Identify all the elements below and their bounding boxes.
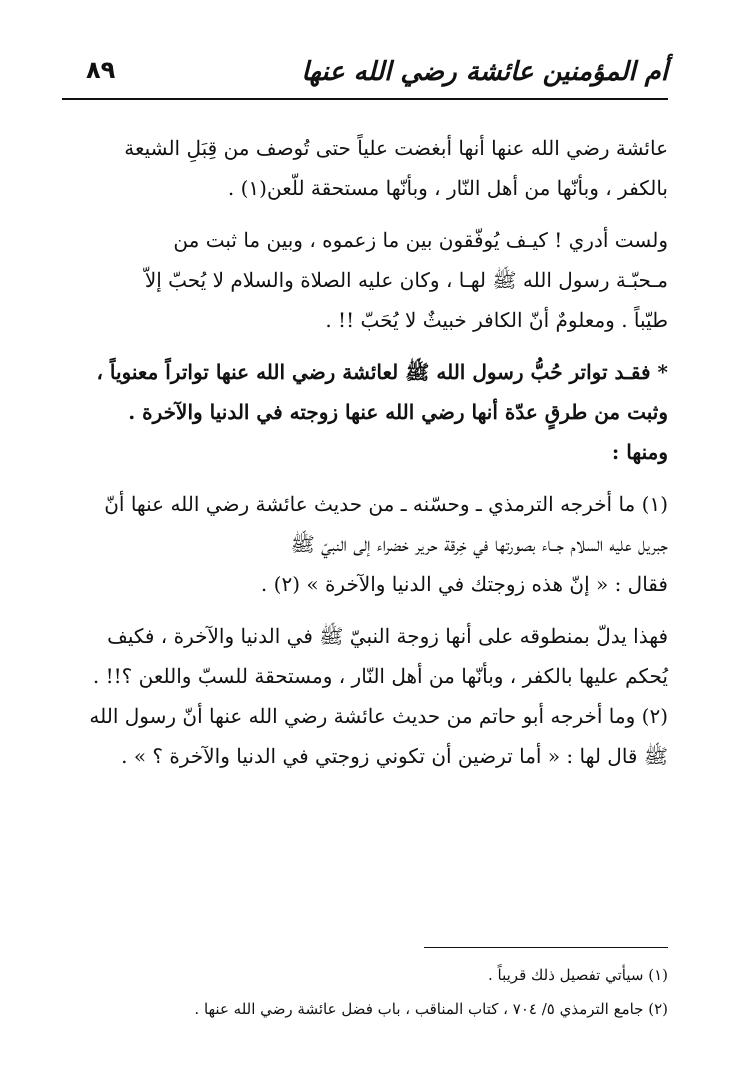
page-header bbox=[62, 48, 668, 96]
body-line: طيّباً . ومعلومٌ أنّ الكافر خبيثٌ لا يُحَبّ !! . bbox=[325, 308, 668, 332]
header-divider bbox=[62, 98, 668, 100]
body-line: ولست أدري ! كيـف يُوفّقون بين ما زعموه ، وبين ما ثبت من bbox=[173, 228, 668, 252]
footnote-divider bbox=[424, 947, 668, 948]
body-line: (٢) وما أخرجه أبو حاتم من حديث عائشة رضي الله عنها أنّ رسول الله bbox=[89, 704, 668, 728]
footnotes bbox=[62, 958, 668, 1026]
body-line: مـحبّـة رسول الله ﷺ لهـا ، وكان عليه الصلاة والسلام لا يُحبّ إلاّ bbox=[144, 268, 668, 292]
body-line: جبريل عليه السلام جــاء بصورتها في خِرقة حرير خضراء إلى النبيّ ﷺ bbox=[290, 532, 668, 556]
page-number: ٨٩ bbox=[86, 56, 116, 84]
body-line: يُحكم عليها بالكفر ، وبأنّها من أهل النّار ، ومستحقة للسبّ واللعن ؟!! . bbox=[92, 664, 668, 688]
footnote: (٢) جامع الترمذي ٥/ ٧٠٤ ، كتاب المناقب ، باب فضل عائشة رضي الله عنها . bbox=[194, 1000, 668, 1018]
body-line: فقال : « إنّ هذه زوجتك في الدنيا والآخرة » (٢) . bbox=[260, 572, 668, 596]
body-line: عائشة رضي الله عنها أنها أبغضت علياً حتى تُوصف من قِبَلِ الشيعة bbox=[124, 136, 668, 160]
body-line-bold: * فقـد تواتر حُبُّ رسول الله ﷺ لعائشة رضي الله عنها تواتراً معنوياً ، bbox=[96, 360, 668, 384]
body-line: بالكفر ، وبأنّها من أهل النّار ، وبأنّها مستحقة للّعن(١) . bbox=[227, 176, 668, 200]
body-line: (١) ما أخرجه الترمذي ـ وحسّنه ـ من حديث عائشة رضي الله عنها أنّ bbox=[104, 492, 668, 516]
body-text bbox=[62, 128, 668, 776]
body-line: ﷺ قال لها : « أما ترضين أن تكوني زوجتي في الدنيا والآخرة ؟ » . bbox=[121, 744, 668, 768]
running-title: أم المؤمنين عائشة رضي الله عنها bbox=[301, 57, 668, 87]
body-line-bold: وثبت من طرقٍ عدّة أنها رضي الله عنها زوجته في الدنيا والآخرة . bbox=[128, 400, 668, 424]
section-heading: ومنها : bbox=[611, 440, 668, 464]
body-line: فهذا يدلّ بمنطوقه على أنها زوجة النبيّ ﷺ في الدنيا والآخرة ، فكيف bbox=[107, 624, 668, 648]
footnote: (١) سيأتي تفصيل ذلك قريباً . bbox=[488, 966, 668, 984]
